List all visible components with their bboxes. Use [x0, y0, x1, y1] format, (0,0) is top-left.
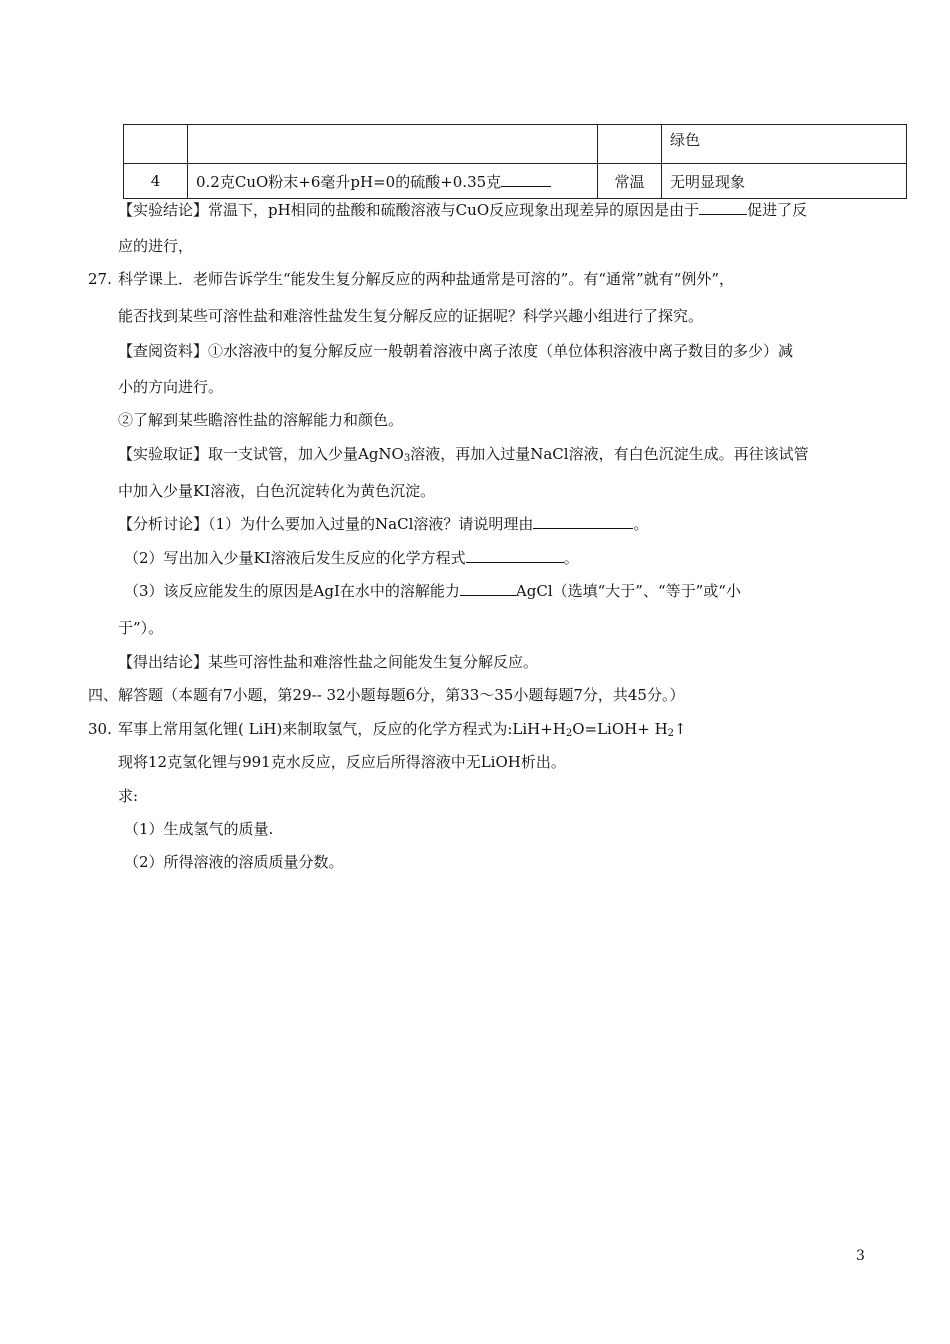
- q30-line3: 求:: [118, 787, 139, 805]
- q26-conclusion-line2: 应的进行，: [118, 237, 194, 255]
- q27-discussion-1: [118, 514, 648, 534]
- q30-subquestion-1: （1）生成氢气的质量.: [124, 820, 274, 838]
- text: 。: [563, 549, 579, 567]
- text: 【分析讨论】（1）为什么要加入过量的NaCl溶液？请说明理由: [118, 515, 534, 533]
- q30-number: 30.: [88, 720, 112, 738]
- table-cell-reagents: [188, 125, 598, 164]
- text: O=LiOH+ H: [572, 720, 668, 738]
- text: 【实验取证】取一支试管，加入少量AgNO: [118, 445, 404, 463]
- text: （3）该反应能发生的原因是AgI在水中的溶解能力: [124, 582, 460, 600]
- table-cell-phenomenon: 绿色: [662, 125, 907, 164]
- answer-blank: [699, 200, 747, 215]
- q30-line2: 现将12克氢化锂与991克水反应，反应后所得溶液中无LiOH析出。: [118, 753, 566, 771]
- q27-intro-line1: 科学课上．老师告诉学生“能发生复分解反应的两种盐通常是可溶的”。有“通常”就有“例外”，: [118, 270, 735, 288]
- table-row: [124, 125, 907, 164]
- q27-reference-line1: 【查阅资料】①水溶液中的复分解反应一般朝着溶液中离子浓度（单位体积溶液中离子数目的多少）减: [118, 342, 794, 360]
- subscript: 2: [565, 728, 573, 739]
- section-heading: 四、解答题（本题有7小题，第29-- 32小题每题6分，第33～35小题每题7分，共45分。）: [88, 686, 685, 704]
- text: AgCl（选填“大于”、“等于”或“小: [515, 582, 741, 600]
- subscript: 2: [667, 728, 675, 739]
- text: 促进了反: [747, 201, 808, 219]
- q27-reference-line2: 小的方向进行。: [118, 378, 224, 396]
- q27-discussion-3-cont: 于”）。: [118, 619, 164, 637]
- q27-experiment-line2: 中加入少量KI溶液，白色沉淀转化为黄色沉淀。: [118, 482, 436, 500]
- text: 【实验结论】常温下，pH相同的盐酸和硫酸溶液与CuO反应现象出现差异的原因是由于: [118, 201, 700, 219]
- answer-blank: [501, 172, 551, 187]
- answer-blank: [460, 581, 516, 596]
- q27-experiment-line1: [118, 444, 809, 469]
- q27-conclusion: 【得出结论】某些可溶性盐和难溶性盐之间能发生复分解反应。: [118, 653, 539, 671]
- answer-blank: [466, 548, 564, 563]
- q27-discussion-2: [124, 548, 579, 568]
- table-cell-no: [124, 125, 188, 164]
- table-row: [124, 164, 907, 199]
- page-number: 3: [856, 1248, 865, 1264]
- q27-discussion-3: [124, 581, 741, 601]
- text: 军事上常用氢化锂( LiH)来制取氢气，反应的化学方程式为:LiH+H: [118, 720, 566, 738]
- q27-reference-line3: ②了解到某些瞻溶性盐的溶解能力和颜色。: [118, 411, 404, 429]
- table-cell-condition: 常温: [598, 164, 662, 199]
- q26-conclusion-line1: [118, 200, 807, 220]
- table-cell-condition: [598, 125, 662, 164]
- text: 。: [633, 515, 649, 533]
- reagents-text: 0.2克CuO粉末+6毫升pH=0的硫酸+0.35克: [196, 172, 502, 191]
- table-cell-no: 4: [124, 164, 188, 199]
- q27-intro-line2: 能否找到某些可溶性盐和难溶性盐发生复分解反应的证据呢？科学兴趣小组进行了探究。: [118, 307, 704, 325]
- up-arrow: ↑: [674, 720, 687, 738]
- experiment-table: [123, 124, 907, 199]
- subscript: 3: [403, 453, 411, 464]
- answer-blank: [533, 514, 633, 529]
- q30-line1: [118, 719, 687, 744]
- table-cell-reagents: [188, 164, 598, 199]
- text: （2）写出加入少量KI溶液后发生反应的化学方程式: [124, 549, 466, 567]
- text: 溶液，再加入过量NaCl溶液，有白色沉淀生成。再往该试管: [410, 445, 809, 463]
- q27-number: 27.: [88, 270, 112, 288]
- q30-subquestion-2: （2）所得溶液的溶质质量分数。: [124, 853, 344, 871]
- table-cell-phenomenon: 无明显现象: [662, 164, 907, 199]
